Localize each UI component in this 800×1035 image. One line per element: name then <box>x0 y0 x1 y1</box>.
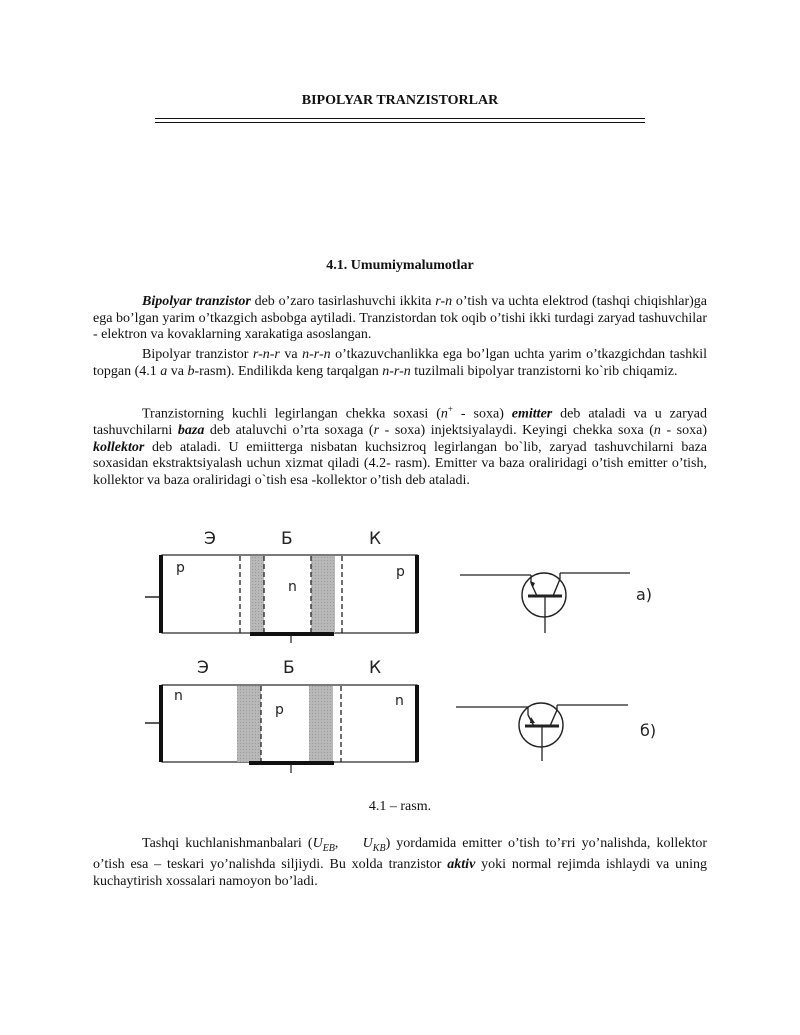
p3-text-d: deb ataluvchi o’rta soxaga ( <box>204 423 374 439</box>
p2-text-e: -rasm). Endilikda keng tarqalgan <box>194 363 383 379</box>
p4-kb: KB <box>372 842 386 854</box>
layer-label-base-b: p <box>275 702 284 718</box>
paragraph-3 <box>93 401 707 490</box>
p3-text-c: deb ataladi va u zaryad tashuvchilarni <box>93 406 707 439</box>
transistor-structure-a <box>145 529 652 643</box>
p3-sup: + <box>447 404 453 414</box>
collector-junction-b <box>309 686 333 762</box>
collector-junction-a <box>311 556 335 633</box>
p3-text-g: deb ataladi. U emiitterga nisbatan kuchsizroq legirlangan bo`lib, zaryad tashuvchilarni baza soxasidan ekstraktsiyalash uchun xizmat qiladi (4.2- rasm). Emitter va baza oraliridagi o’tish emitter o’tish, kollektor va baza oraliridagi o`tish esa -kollektor o’tish deb ataladi. <box>93 439 707 489</box>
transistor-structure-b <box>145 658 656 773</box>
variant-label-a: a) <box>636 585 653 604</box>
label-collector-region-b: К <box>369 658 382 678</box>
p1-rn: r-n <box>435 294 453 309</box>
figure-caption: 4.1 – rasm. <box>368 799 432 814</box>
p3-n: n <box>440 406 448 422</box>
emitter-junction-a <box>250 556 264 633</box>
term-kollektor: kollektor <box>93 439 145 455</box>
transistor-symbol-b <box>456 703 628 761</box>
p3-r: r <box>373 423 380 439</box>
title-rule-bottom <box>155 122 645 123</box>
label-emitter-region-a: Э <box>204 529 216 549</box>
layer-label-base-a: n <box>288 579 297 595</box>
term-emitter: emitter <box>511 406 553 422</box>
emitter-contact-b <box>159 685 163 762</box>
p2-npn2: n-r-n <box>382 363 411 379</box>
p3-text-f: - soxa) <box>660 423 707 439</box>
term-bipolyar-tranzistor: Bipolyar tranzistor <box>142 294 251 309</box>
p2-pnp: r-n-r <box>252 347 280 362</box>
p2-npn: n-r-n <box>302 347 331 362</box>
layer-label-emitter-b: n <box>174 688 183 704</box>
emitter-junction-b <box>237 686 261 762</box>
p1-text-b: o’tish va uchta elektrod (tashqi chiqishlar)ga ega bo’lgan yarim o’tkazgich asbobga aytiladi. Tranzistordan tok oqib o’tishi ikki turdagi zaryad tashuvchilar - elektron va kovaklarning xarakatiga asoslangan. <box>93 294 708 343</box>
p2-a: a <box>160 363 168 379</box>
p2-b: b <box>187 363 195 379</box>
p3-text-e: - soxa) injektsiyalaydi. Keyingi chekka soxa ( <box>379 423 654 439</box>
term-aktiv: aktiv <box>447 857 476 873</box>
p4-u: U <box>312 836 323 851</box>
layer-label-collector-b: n <box>395 693 404 709</box>
layer-label-collector-a: p <box>396 564 405 580</box>
p2-text-b: va <box>279 347 303 362</box>
paragraph-4 <box>93 836 707 891</box>
base-contact-b <box>249 761 334 765</box>
collector-contact-b <box>415 685 419 762</box>
figure-4-1 <box>0 515 800 785</box>
p2-text-d: va <box>167 363 188 379</box>
collector-contact-a <box>415 555 419 633</box>
transistor-symbol-a <box>460 573 630 633</box>
p3-text-b: - soxa) <box>452 406 512 422</box>
p1-text-a: deb o’zaro tasirlashuvchi ikkita <box>250 294 436 309</box>
label-base-region-a: Б <box>281 529 293 549</box>
p4-text-a: Tashqi kuchlanishmanbalari ( <box>142 836 313 851</box>
p4-text-c: yoki normal rejimda ishlaydi va uning kuchaytirish xossalari namoyon bo’ladi. <box>93 857 707 889</box>
term-baza: baza <box>177 423 205 439</box>
base-contact-a <box>250 632 334 636</box>
emitter-contact-a <box>159 555 163 633</box>
p2-text-a: Bipolyar tranzistor <box>142 347 253 362</box>
label-emitter-region-b: Э <box>197 658 209 678</box>
title-rule-top <box>155 118 645 119</box>
crystal-body-b <box>162 685 417 762</box>
page-title: BIPOLYAR TRANZISTORLAR <box>301 93 499 108</box>
layer-label-emitter-a: p <box>176 560 185 576</box>
paragraph-1 <box>93 294 707 344</box>
p4-text-b: ) yordamida emitter o’tish to’ғri yo’nalishda, kollektor o’tish esa – teskari yo’nalishda siljiydi. Bu xolda tranzistor <box>93 836 708 873</box>
label-collector-region-a: К <box>369 529 382 549</box>
label-base-region-b: Б <box>283 658 295 678</box>
p4-u2: U <box>362 836 373 851</box>
p2-text-c: o’tkazuvchanlikka ega bo’lgan uchta yarim o’tkazgichdan tashkil topgan (4.1 <box>93 347 707 379</box>
paragraph-2 <box>93 347 707 380</box>
p4-eb: EB <box>322 842 335 854</box>
p2-text-f: tuzilmali bipolyar tranzistorni ko`rib chiqamiz. <box>410 363 678 379</box>
section-heading: 4.1. Umumiymalumotlar <box>326 258 474 273</box>
p4-comma: , <box>334 836 363 851</box>
p3-text-a: Tranzistorning kuchli legirlangan chekka soxasi ( <box>142 406 441 422</box>
variant-label-b: б) <box>640 721 657 740</box>
p3-n2: n <box>653 423 661 439</box>
